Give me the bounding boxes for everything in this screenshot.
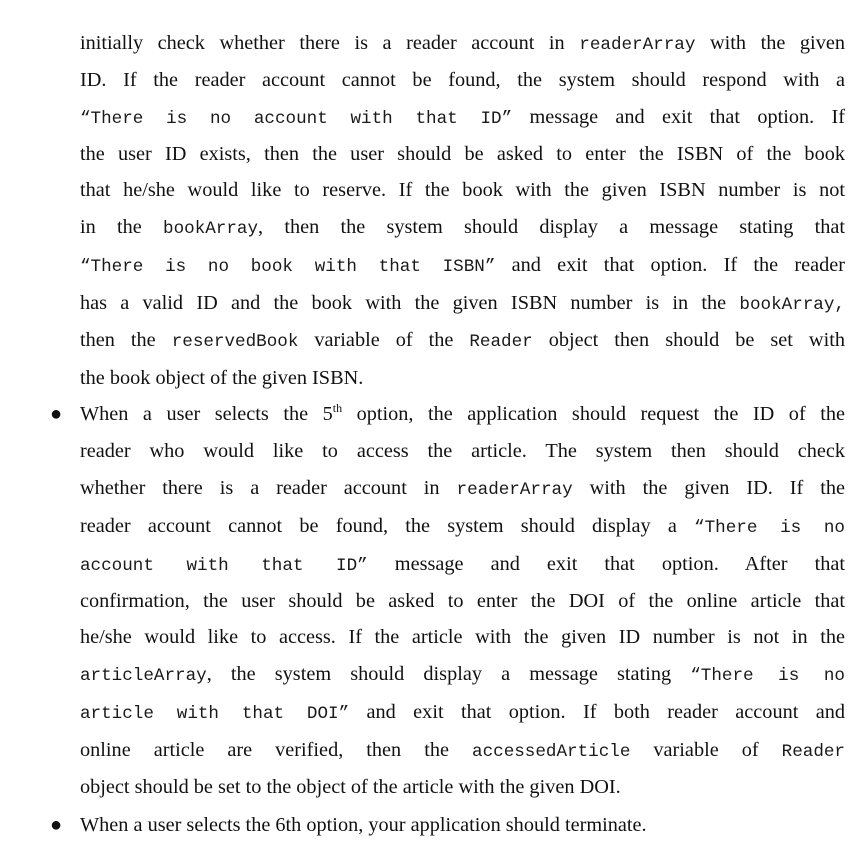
bullet-icon: ● [50, 403, 63, 425]
paragraph-line: he/she would like to access. If the article with the given ID number is not in the [80, 626, 845, 648]
paragraph-line: has a valid ID and the book with the given ISBN number is in the bookArray, [80, 292, 845, 315]
paragraph-line: object should be set to the object of the article with the given DOI. [80, 776, 621, 798]
paragraph-line: whether there is a reader account in readerArray with the given ID. If the [80, 477, 845, 500]
paragraph-line: article with that DOI” and exit that option. If both reader account and [80, 701, 845, 724]
bullet-icon: ● [50, 814, 63, 836]
paragraph-line: then the reservedBook variable of the Reader object then should be set with [80, 329, 845, 352]
paragraph-line: articleArray, the system should display a message stating “There is no [80, 663, 845, 686]
paragraph-line: ID. If the reader account cannot be found, the system should respond with a [80, 69, 845, 91]
paragraph-line: When a user selects the 6th option, your application should terminate. [80, 814, 647, 836]
paragraph-line: the user ID exists, then the user should be asked to enter the ISBN of the book [80, 143, 845, 165]
paragraph-line: in the bookArray, then the system should display a message stating that [80, 216, 846, 239]
paragraph-line: initially check whether there is a reader account in readerArray with the given [80, 32, 845, 55]
paragraph-line: “There is no book with that ISBN” and exit that option. If the reader [80, 254, 845, 277]
paragraph-line: that he/she would like to reserve. If the book with the given ISBN number is not [80, 179, 845, 201]
paragraph-line: reader who would like to access the article. The system then should check [80, 440, 845, 462]
paragraph-line: account with that ID” message and exit that option. After that [80, 553, 845, 576]
paragraph-line: “There is no account with that ID” message and exit that option. If [80, 106, 845, 129]
paragraph-line: the book object of the given ISBN. [80, 367, 364, 389]
paragraph-line: reader account cannot be found, the system should display a “There is no [80, 515, 845, 538]
paragraph-line: online article are verified, then the accessedArticle variable of Reader [80, 739, 845, 762]
paragraph-line: confirmation, the user should be asked to enter the DOI of the online article that [80, 590, 845, 612]
paragraph-line: When a user selects the 5th option, the application should request the ID of the [80, 401, 845, 425]
